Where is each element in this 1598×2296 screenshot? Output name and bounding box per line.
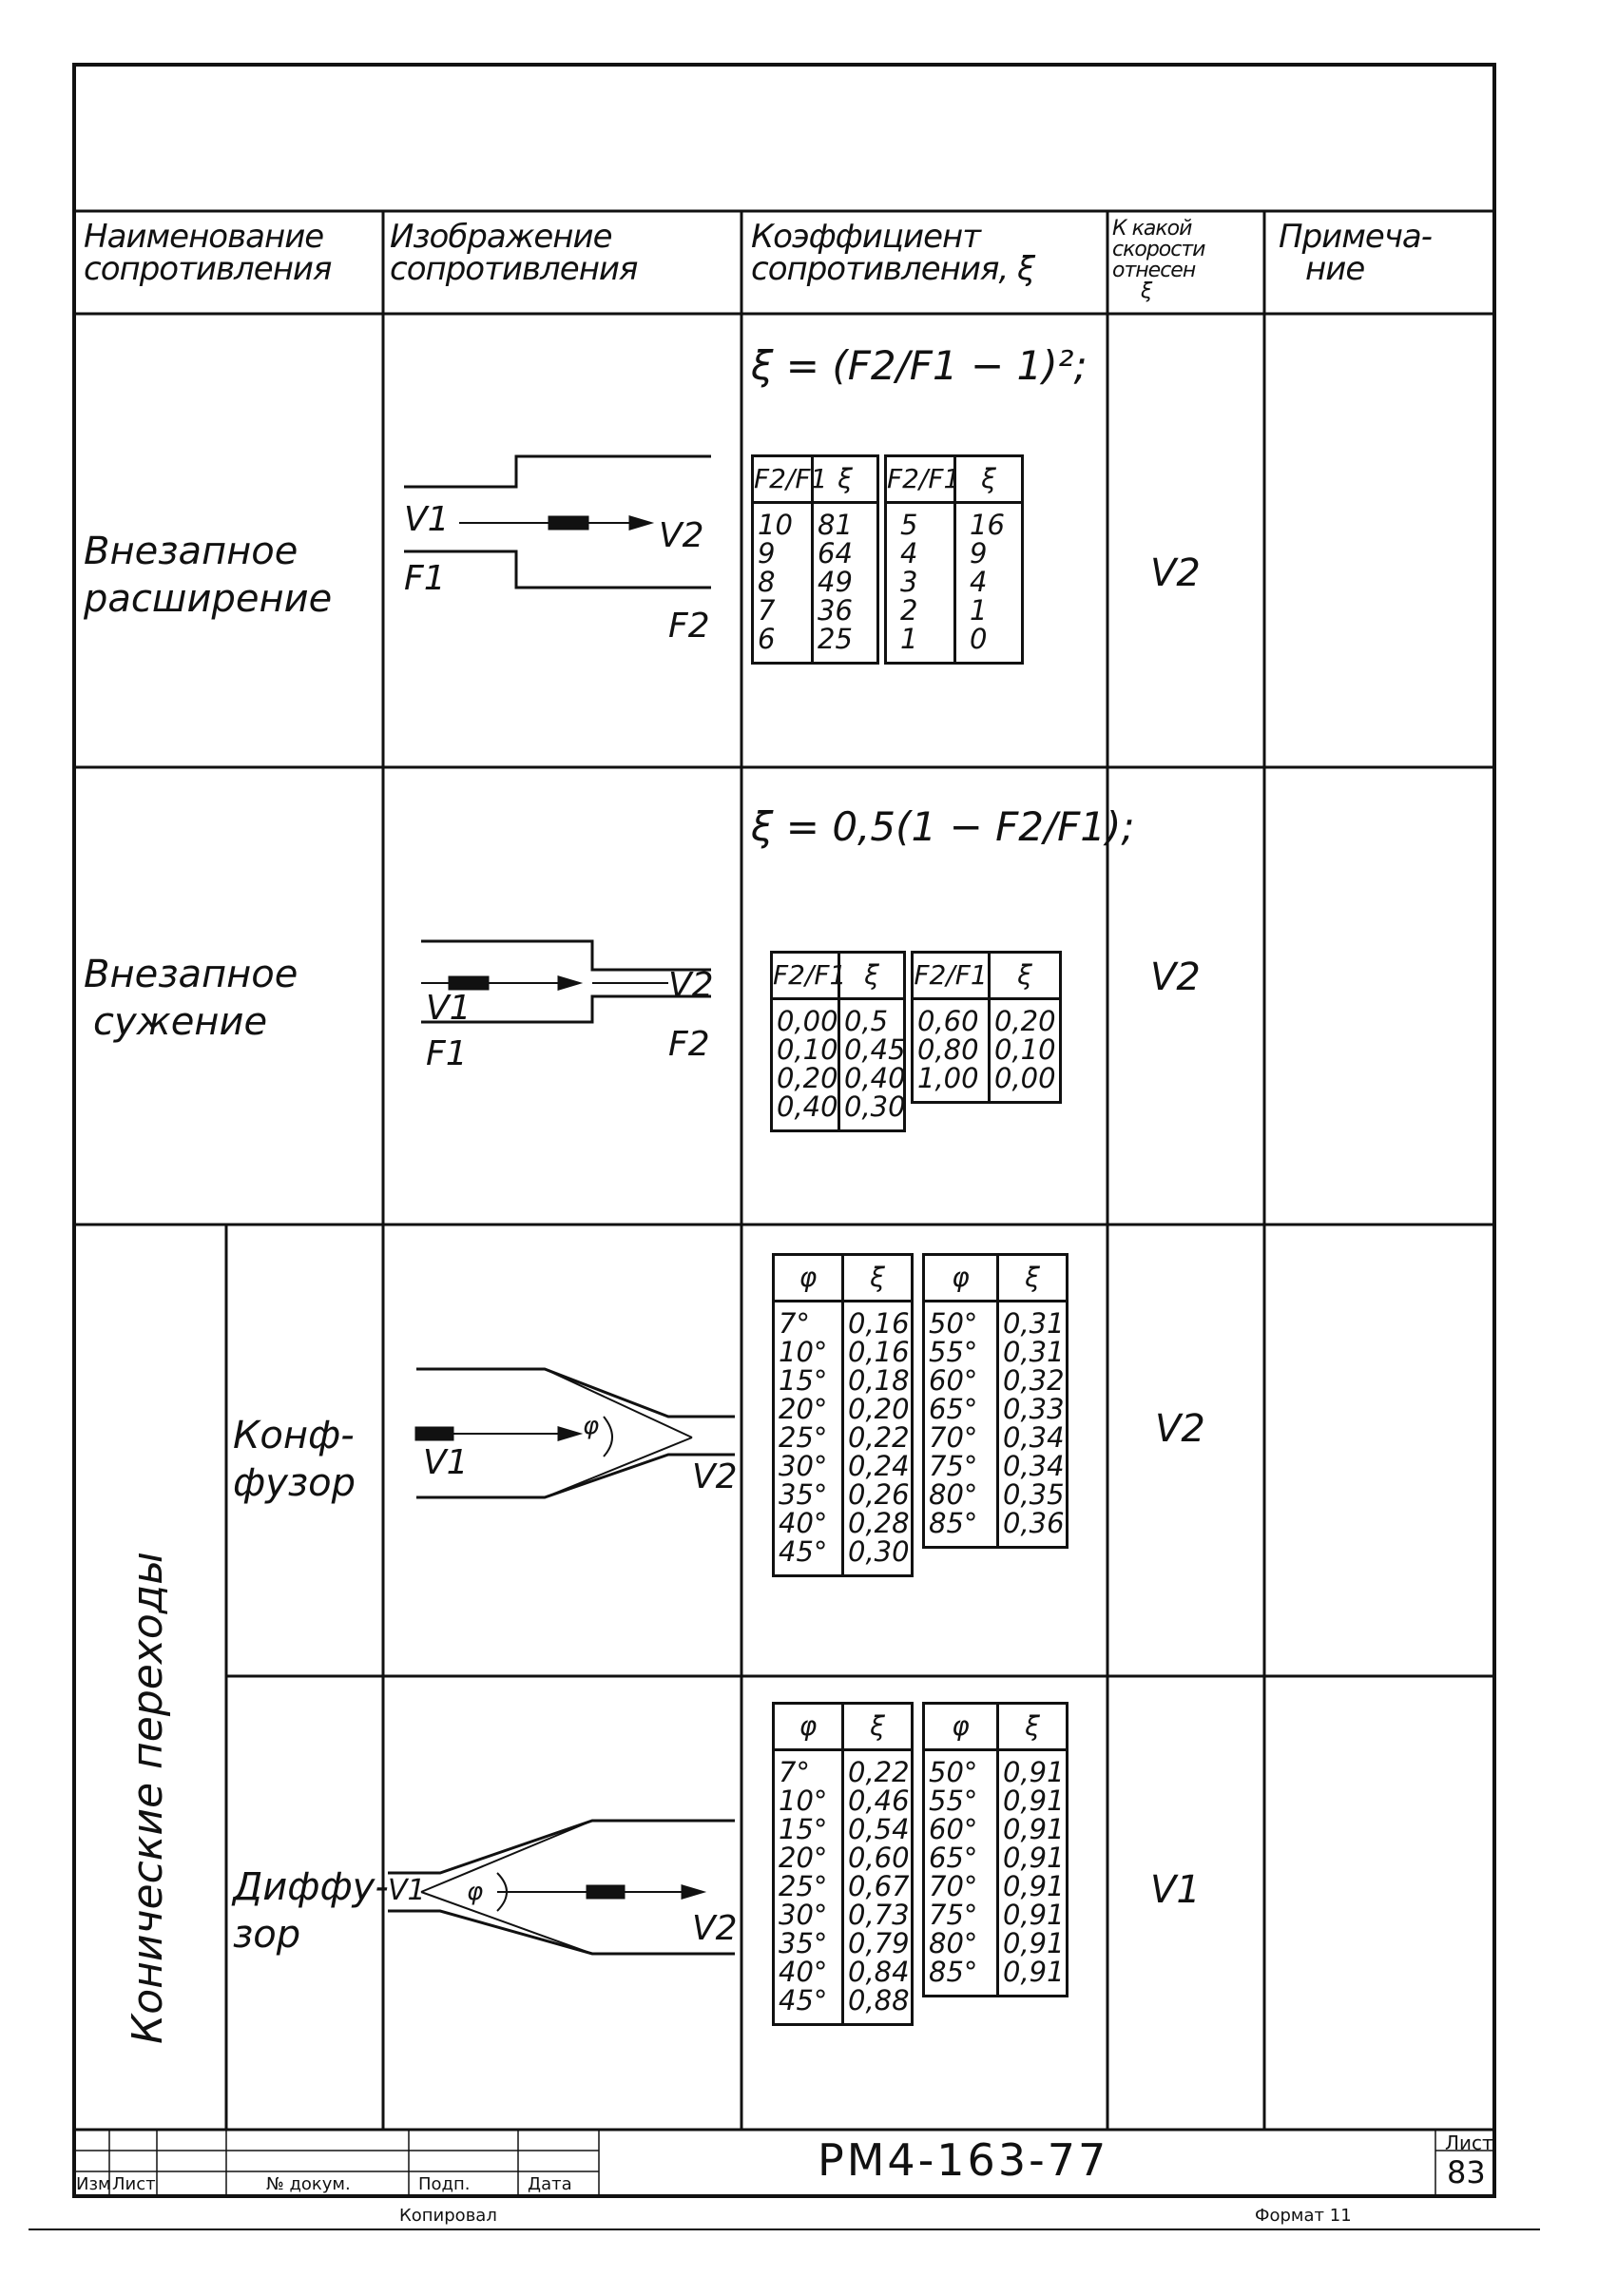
formula-contraction: ξ = 0,5(1 − F2/F1); [751, 803, 1135, 850]
table-confuser-right: φ 50° 55° 60° 65° 70° 75° 80° 85° ξ 0,31 0,31 0,32 0,33 0,34 0,34 0,35 0,36 [922, 1253, 1069, 1549]
tb-col-list: Лист [112, 2174, 156, 2194]
table-contraction-right: F2/F1 0,60 0,80 1,00 ξ 0,20 0,10 0,00 [911, 951, 1062, 1104]
col-xi: 16 9 4 1 0 [970, 509, 1005, 655]
col-f-ratio: 10 9 8 7 6 [758, 509, 793, 655]
fig2-v1: V1 [426, 989, 472, 1028]
header-velocity: К какой скорости отнесен ξ [1112, 217, 1205, 303]
table-diffuser-left: φ 7° 10° 15° 20° 25° 30° 35° 40° 45° ξ 0,22 0,46 0,54 0,60 0,67 0,73 0,79 0,84 0,88 [772, 1702, 914, 2026]
header-name: Наименование сопротивления [84, 218, 332, 288]
group-label-conical: Конические переходы [124, 1552, 172, 2044]
sheet-label: Лист [1445, 2132, 1493, 2154]
fig4-v1: V1 [388, 1874, 426, 1907]
fig4-v2: V2 [692, 1909, 738, 1948]
fig3-v1: V1 [423, 1443, 469, 1482]
row-name-confuser: Конф- фузор [233, 1414, 356, 1505]
velocity-expansion: V2 [1150, 551, 1201, 595]
velocity-diffuser: V1 [1150, 1868, 1201, 1912]
tb-col-sign: Подп. [418, 2174, 471, 2194]
table-contraction-left: F2/F1 0,00 0,10 0,20 0,40 ξ 0,5 0,45 0,40 0,30 [770, 951, 906, 1132]
formula-expansion: ξ = (F2/F1 − 1)²; [751, 342, 1088, 389]
row-name-expansion: Внезапное расширение [84, 530, 333, 621]
fig3-phi: φ [583, 1412, 600, 1440]
fig3-v2: V2 [692, 1457, 738, 1496]
copied-by: Копировал [399, 2206, 497, 2226]
table-expansion-right: F2/F1 5 4 3 2 1 ξ 16 9 4 1 0 [884, 454, 1024, 665]
doc-code: РМ4-163-77 [818, 2134, 1109, 2186]
fig2-f1: F1 [426, 1034, 468, 1073]
fig4-phi: φ [467, 1878, 484, 1906]
figure-sudden-expansion [383, 418, 741, 656]
fig1-f2: F2 [668, 607, 710, 646]
row-name-contraction: Внезапное сужение [84, 953, 298, 1044]
fig1-v2: V2 [659, 516, 704, 555]
fig1-v1: V1 [404, 500, 450, 539]
header-coefficient: Коэффициент сопротивления, ξ [751, 218, 1035, 288]
fig2-v2: V2 [668, 966, 714, 1005]
header-image: Изображение сопротивления [390, 218, 638, 288]
row-name-diffuser: Диффу- зор [233, 1865, 389, 1957]
col-xi: 81 64 49 36 25 [818, 509, 853, 655]
table-confuser-left: φ 7° 10° 15° 20° 25° 30° 35° 40° 45° ξ 0,16 0,16 0,18 0,20 0,22 0,24 0,26 0,28 0,30 [772, 1253, 914, 1577]
figure-sudden-contraction [383, 913, 741, 1141]
tb-col-izm: Изм [76, 2174, 111, 2194]
col-f-ratio: 5 4 3 2 1 [900, 509, 918, 655]
header-notes: Примеча- ние [1279, 218, 1433, 288]
format-label: Формат 11 [1255, 2206, 1352, 2226]
velocity-contraction: V2 [1150, 955, 1201, 999]
tb-col-date: Дата [528, 2174, 572, 2194]
figure-diffuser [383, 1787, 741, 1997]
sheet-number: 83 [1447, 2154, 1486, 2190]
velocity-confuser: V2 [1155, 1407, 1205, 1451]
table-expansion-left: F2/F1 10 9 8 7 6 ξ 81 64 49 36 25 [751, 454, 879, 665]
tb-col-doc: № докум. [266, 2174, 351, 2194]
fig1-f1: F1 [404, 559, 446, 598]
table-diffuser-right: φ 50° 55° 60° 65° 70° 75° 80° 85° ξ 0,91 0,91 0,91 0,91 0,91 0,91 0,91 0,91 [922, 1702, 1069, 1997]
figure-confuser [383, 1331, 741, 1540]
fig2-f2: F2 [668, 1025, 710, 1064]
